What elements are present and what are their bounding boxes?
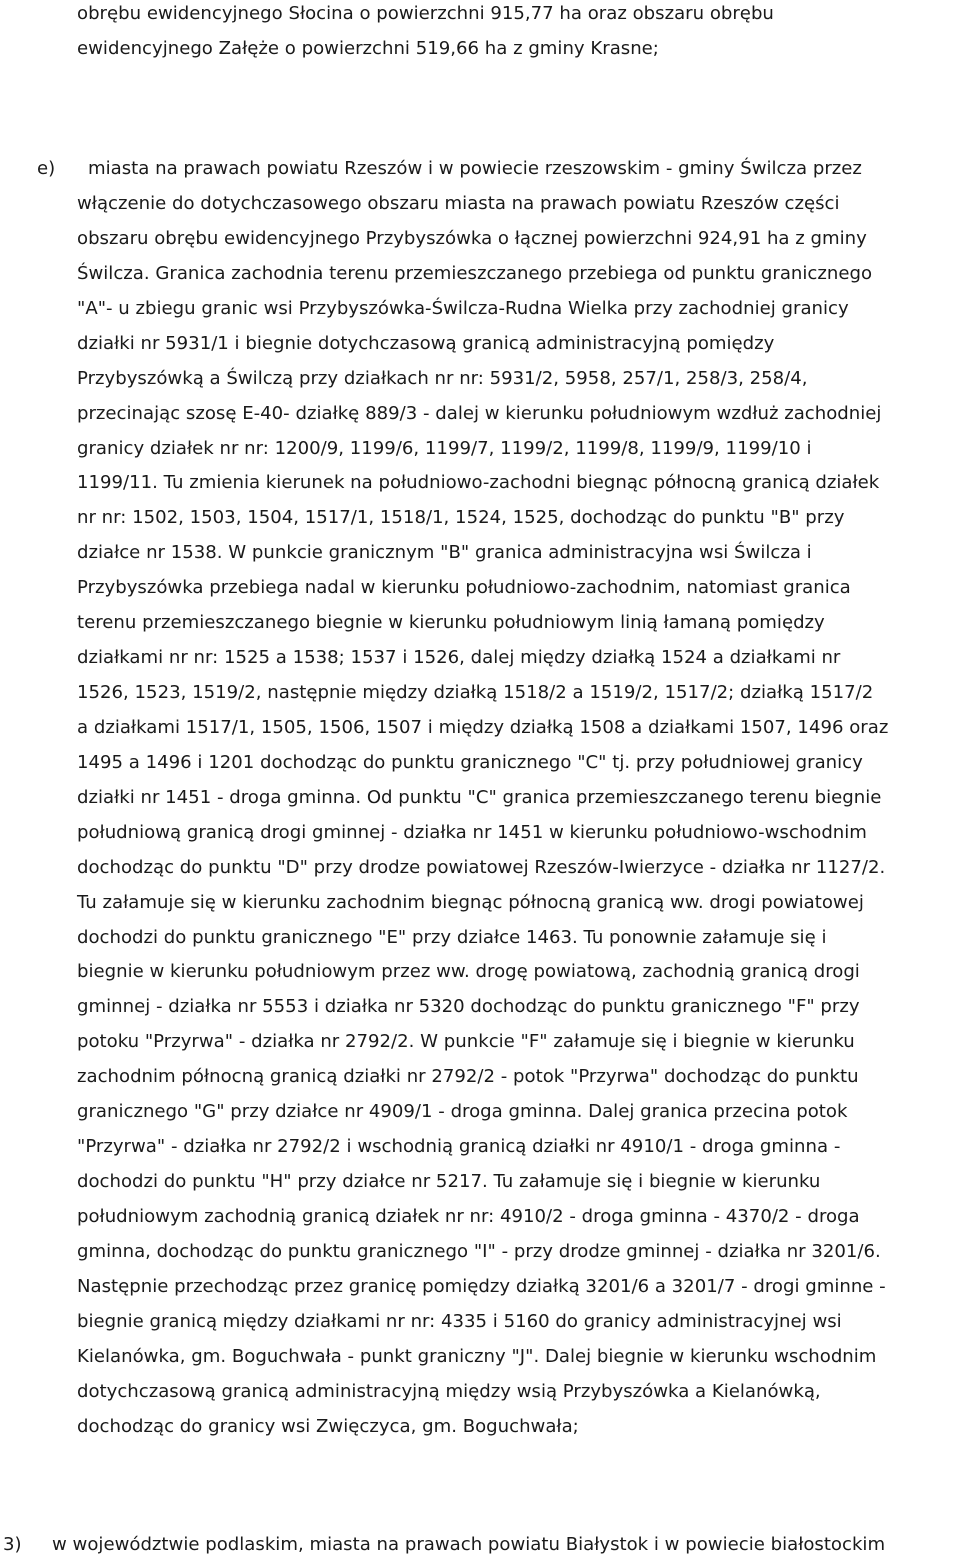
item-e-line: Świlcza. Granica zachodnia terenu przemieszczanego przebiega od punktu granicznego: [77, 262, 873, 284]
item-e-line: potoku "Przyrwa" - działka nr 2792/2. W punkcie "F" załamuje się i biegnie w kierunku: [77, 1031, 855, 1053]
item-e-line: włączenie do dotychczasowego obszaru miasta na prawach powiatu Rzeszów części: [77, 193, 840, 214]
item-e-line: granicy działek nr nr: 1200/9, 1199/6, 1199/7, 1199/2, 1199/8, 1199/9, 1199/10 i: [77, 437, 812, 459]
item-e-line: nr nr: 1502, 1503, 1504, 1517/1, 1518/1, 1524, 1525, dochodząc do punktu "B" przy: [77, 507, 845, 529]
item-e-line: "A"- u zbiegu granic wsi Przybyszówka-Świlcza-Rudna Wielka przy zachodniej granicy: [77, 297, 849, 319]
item-e-line: południowym zachodnią granicą działek nr nr: 4910/2 - droga gminna - 4370/2 - droga: [77, 1205, 860, 1227]
intro-line: ewidencyjnego Załęże o powierzchni 519,66 ha z gminy Krasne;: [77, 38, 659, 59]
item-e-line: działce nr 1538. W punkcie granicznym "B" granica administracyjna wsi Świlcza i: [77, 542, 812, 564]
item-e-line: zachodnim północną granicą działki nr 2792/2 - potok "Przyrwa" dochodząc do punktu: [77, 1066, 859, 1088]
item-e-line: obszaru obrębu ewidencyjnego Przybyszówka o łącznej powierzchni 924,91 ha z gminy: [77, 227, 867, 249]
item-e-line: dochodząc do punktu "D" przy drodze powiatowej Rzeszów-Iwierzyce - działka nr 1127/2.: [77, 856, 886, 878]
item-e-line: a działkami 1517/1, 1505, 1506, 1507 i między działką 1508 a działkami 1507, 1496 oraz: [77, 716, 889, 738]
item-e-line: granicznego "G" przy działce nr 4909/1 - droga gminna. Dalej granica przecina potok: [77, 1101, 848, 1123]
item-e-first-line: miasta na prawach powiatu Rzeszów i w powiecie rzeszowskim - gminy Świlcza przez: [88, 158, 862, 179]
item-e-line: działki nr 5931/1 i biegnie dotychczasową granicą administracyjną pomiędzy: [77, 332, 775, 354]
item-e-line: Kielanówka, gm. Boguchwała - punkt graniczny "J". Dalej biegnie w kierunku wschodnim: [77, 1345, 877, 1367]
item-e-line: Następnie przechodząc przez granicę pomiędzy działką 3201/6 a 3201/7 - drogi gminne -: [77, 1275, 886, 1297]
item-3-text: w województwie podlaskim, miasta na prawach powiatu Białystok i w powiecie białostockim: [52, 1534, 886, 1555]
item-e-line: 1199/11. Tu zmienia kierunek na południowo-zachodni biegnąc północną granicą działek: [77, 472, 880, 494]
item-e-line: terenu przemieszczanego biegnie w kierunku południowym linią łamaną pomiędzy: [77, 612, 825, 634]
item-e-line: dochodząc do granicy wsi Zwięczyca, gm. Boguchwała;: [77, 1415, 579, 1437]
item-e-line: działki nr 1451 - droga gminna. Od punktu "C" granica przemieszczanego terenu biegnie: [77, 786, 882, 808]
item-e-line: dochodzi do punktu "H" przy działce nr 5217. Tu załamuje się i biegnie w kierunku: [77, 1171, 821, 1193]
item-e-line: działkami nr nr: 1525 a 1538; 1537 i 1526, dalej między działką 1524 a działkami nr: [77, 647, 841, 669]
item-e-line: biegnie w kierunku południowym przez ww. drogę powiatową, zachodnią granicą drogi: [77, 961, 860, 983]
item-e-line: przecinając szosę E-40- działkę 889/3 - dalej w kierunku południowym wzdłuż zachodniej: [77, 402, 882, 424]
item-e-line: Przybyszówką a Świlczą przy działkach nr nr: 5931/2, 5958, 257/1, 258/3, 258/4,: [77, 367, 808, 389]
item-e-line: dochodzi do punktu granicznego "E" przy działce 1463. Tu ponownie załamuje się i: [77, 926, 827, 948]
item-e-line: 1526, 1523, 1519/2, następnie między działką 1518/2 a 1519/2, 1517/2; działką 1517/2: [77, 682, 874, 704]
item-e-line: południową granicą drogi gminnej - działka nr 1451 w kierunku południowo-wschodnim: [77, 821, 867, 843]
item-3-marker: 3): [3, 1534, 22, 1555]
item-e-marker: e): [37, 158, 56, 179]
item-e-line: 1495 a 1496 i 1201 dochodząc do punktu granicznego "C" tj. przy południowej granicy: [77, 751, 863, 773]
intro-line: obrębu ewidencyjnego Słocina o powierzchni 915,77 ha oraz obszaru obrębu: [77, 3, 774, 24]
item-e-line: Przybyszówka przebiega nadal w kierunku południowo-zachodnim, natomiast granica: [77, 577, 851, 599]
item-e-line: biegnie granicą między działkami nr nr: 4335 i 5160 do granicy administracyjnej wsi: [77, 1310, 842, 1332]
item-e-line: gminna, dochodząc do punktu granicznego "I" - przy drodze gminnej - działka nr 3201/6.: [77, 1240, 881, 1262]
item-e-line: dotychczasową granicą administracyjną między wsią Przybyszówka a Kielanówką,: [77, 1380, 821, 1402]
item-e-line: "Przyrwa" - działka nr 2792/2 i wschodnią granicą działki nr 4910/1 - droga gminna -: [77, 1136, 841, 1158]
item-e-line: gminnej - działka nr 5553 i działka nr 5320 dochodząc do punktu granicznego "F" przy: [77, 996, 860, 1018]
item-e-line: Tu załamuje się w kierunku zachodnim biegnąc północną granicą ww. drogi powiatowej: [77, 891, 864, 913]
